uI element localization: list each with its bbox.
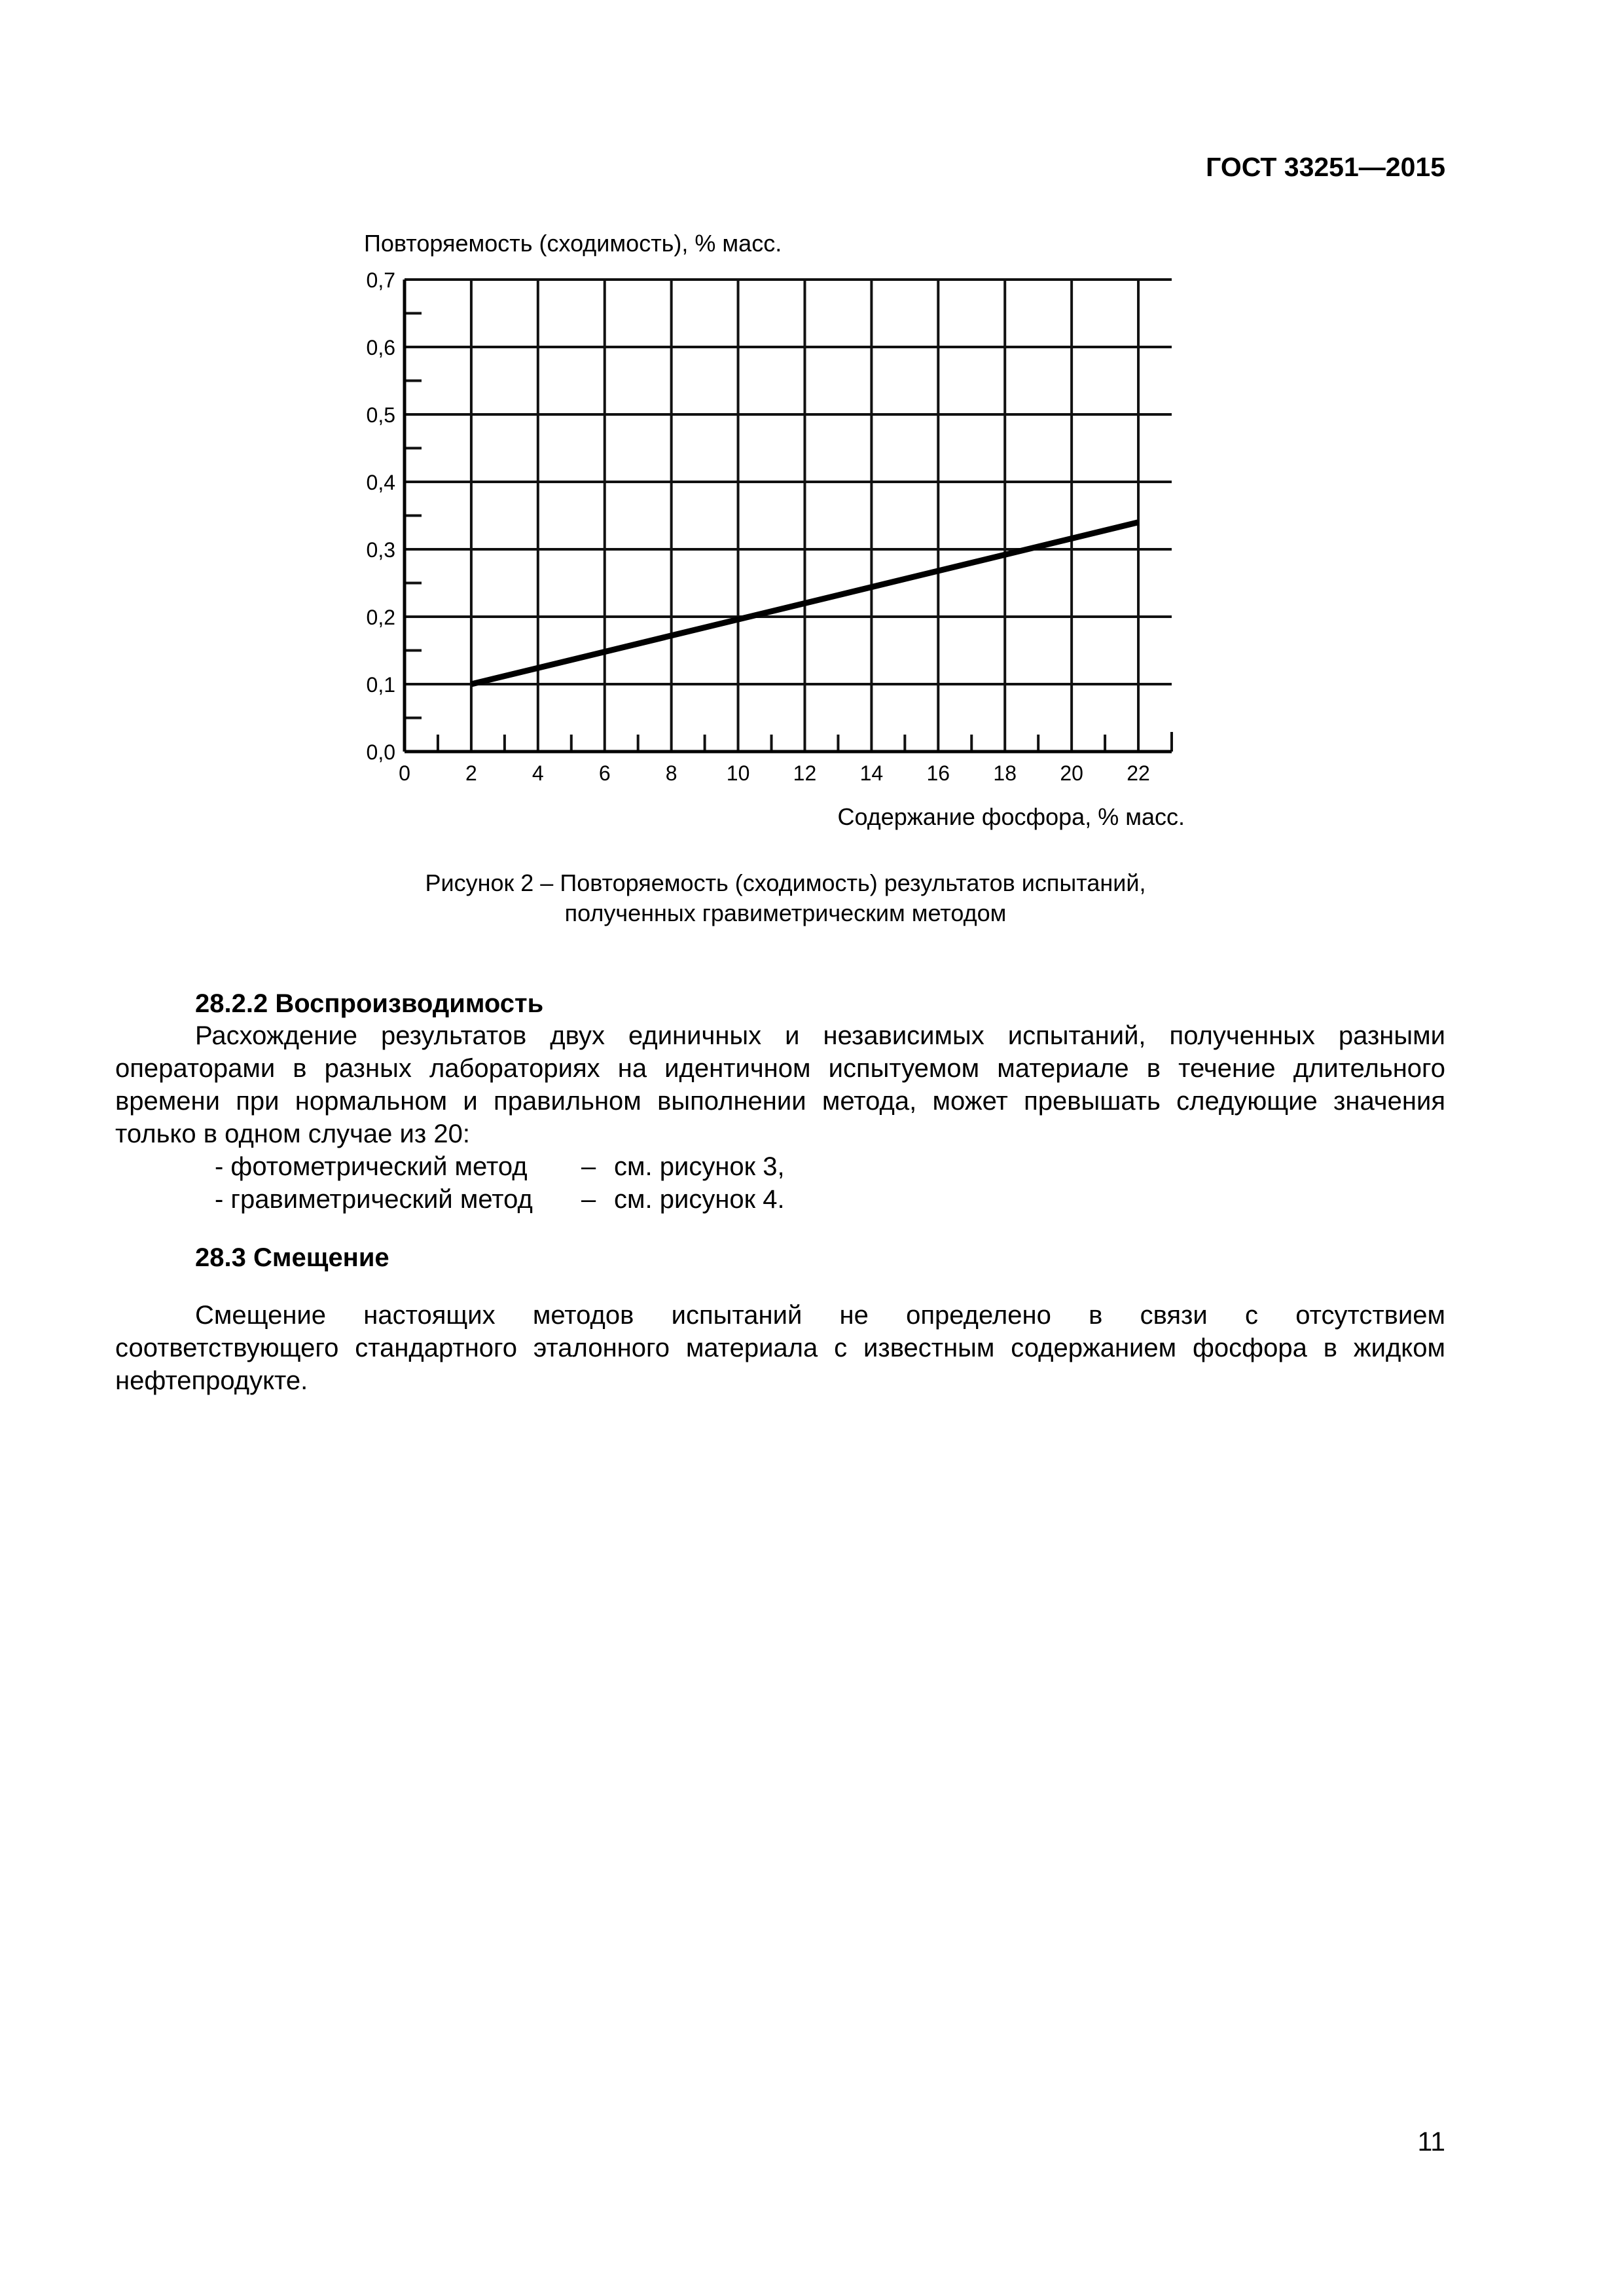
x-tick-label: 8 xyxy=(665,761,677,785)
y-tick-label: 0,4 xyxy=(366,471,395,494)
method-item-photometric: - фотометрический метод xyxy=(215,1152,528,1181)
x-tick-label: 14 xyxy=(859,761,884,785)
x-tick-label: 22 xyxy=(1127,761,1150,785)
x-tick-label: 20 xyxy=(1060,761,1083,785)
document-code: ГОСТ 33251—2015 xyxy=(1206,152,1445,182)
method-item-reference: см. рисунок 4. xyxy=(614,1185,785,1214)
method-item-reference: см. рисунок 3, xyxy=(614,1152,785,1181)
chart-grid xyxy=(405,280,1172,752)
x-axis-title: Содержание фосфора, % масс. xyxy=(837,803,1185,830)
method-item-dash: – xyxy=(581,1152,596,1181)
section-28-3-line-1: Смещение настоящих методов испытаний не определено в связи с отсутствием xyxy=(195,1301,1445,1330)
section-28-3-line-3: нефтепродукте. xyxy=(115,1366,308,1395)
figure-caption-line-2: полученных гравиметрическим методом xyxy=(564,900,1007,926)
section-28-2-2-line-1: Расхождение результатов двух единичных и независимых испытаний, полученных разными xyxy=(195,1021,1445,1050)
section-28-2-2-title: 28.2.2 Воспроизводимость xyxy=(195,989,544,1018)
page-number: 11 xyxy=(1417,2126,1445,2157)
x-tick-label: 12 xyxy=(793,761,817,785)
y-tick-label: 0,1 xyxy=(366,673,395,697)
x-tick-label: 18 xyxy=(993,761,1017,785)
y-tick-label: 0,7 xyxy=(366,268,395,292)
section-28-2-2-line-3: времени при нормальном и правильном выполнении метода, может превышать следующие значения xyxy=(115,1087,1445,1116)
x-tick-label: 10 xyxy=(726,761,750,785)
section-28-2-2-line-4: только в одном случае из 20: xyxy=(115,1120,470,1148)
repeatability-chart xyxy=(0,0,1624,851)
y-tick-label: 0,3 xyxy=(366,538,395,562)
method-item-dash: – xyxy=(581,1185,596,1214)
chart-axes xyxy=(405,280,1172,752)
y-tick-label: 0,2 xyxy=(366,606,395,629)
y-axis-title: Повторяемость (сходимость), % масс. xyxy=(364,230,782,257)
x-tick-labels xyxy=(399,761,1150,785)
x-tick-label: 6 xyxy=(598,761,611,785)
y-tick-label: 0,6 xyxy=(366,336,395,359)
method-item-gravimetric: - гравиметрический метод xyxy=(215,1185,533,1214)
section-28-3-title: 28.3 Смещение xyxy=(195,1243,389,1272)
chart-minor-ticks xyxy=(405,314,1172,752)
x-tick-label: 4 xyxy=(532,761,544,785)
x-tick-label: 16 xyxy=(926,761,950,785)
x-tick-label: 0 xyxy=(399,761,410,785)
y-tick-label: 0,5 xyxy=(366,403,395,427)
section-28-3-line-2: соответствующего стандартного эталонного материала с известным содержанием фосфора в жидком xyxy=(115,1334,1445,1362)
section-28-2-2-line-2: операторами в разных лабораториях на идентичном испытуемом материале в течение длительного xyxy=(115,1054,1445,1083)
y-tick-labels xyxy=(367,268,395,764)
y-tick-label: 0,0 xyxy=(366,740,395,764)
figure-caption-line-1: Рисунок 2 – Повторяемость (сходимость) результатов испытаний, xyxy=(425,869,1146,896)
x-tick-label: 2 xyxy=(465,761,477,785)
